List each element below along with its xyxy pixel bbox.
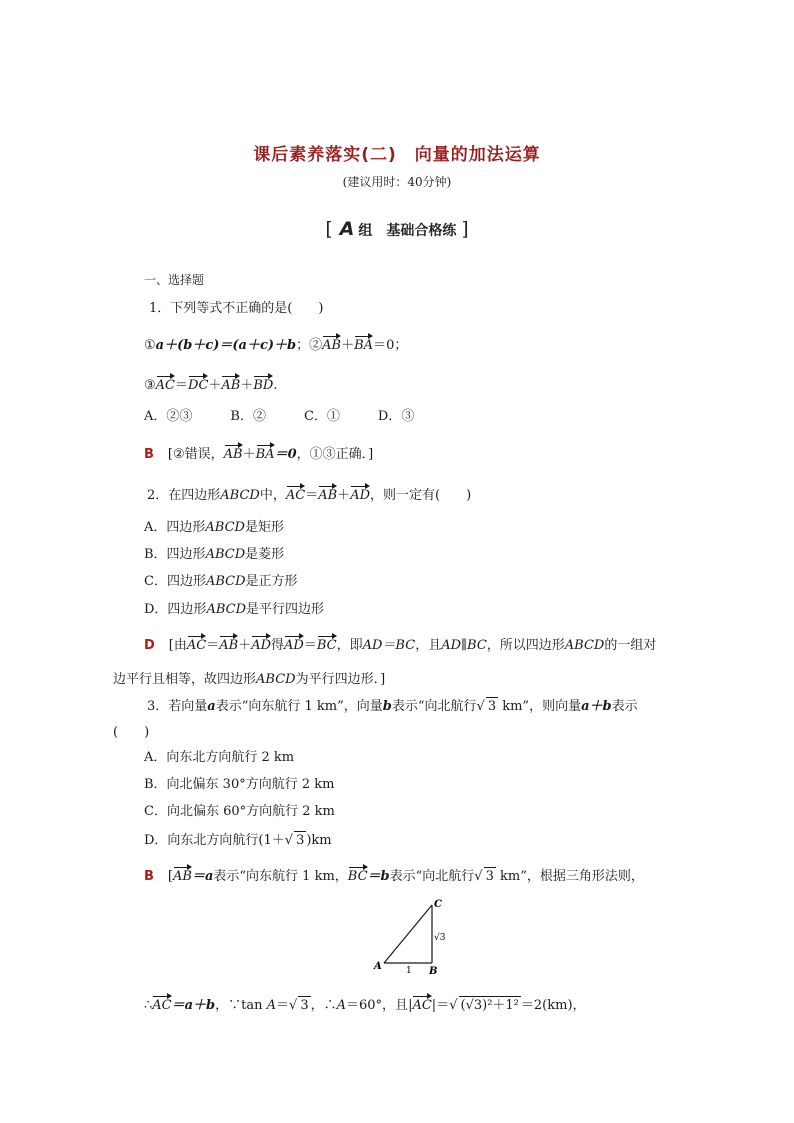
q1-stem: 1．下列等式不正确的是( ) bbox=[149, 301, 324, 316]
q3-stem: 3．若向量a表示“向东航行 1 km”，向量b表示“向北航行√ 3 km”，则向量a＋b表示 bbox=[147, 699, 638, 714]
q3-answer: B bbox=[144, 869, 154, 884]
q3-conclusion: ∴AC＝a＋b，∵tan A＝√ 3 ，∴A＝60°，且|AC|＝√ (√3)²＋1² ＝2(km)， bbox=[144, 994, 586, 1015]
q2-answer: D bbox=[144, 638, 155, 653]
q2-option-c: C．四边形ABCD是正方形 bbox=[144, 574, 298, 589]
label-a: A bbox=[374, 961, 382, 972]
label-b: B bbox=[429, 966, 438, 977]
q1-statement-1: ①a＋(b＋c)＝(a＋c)＋b；②AB＋BA＝0； bbox=[144, 334, 407, 355]
q2-option-b: B．四边形ABCD是菱形 bbox=[144, 547, 285, 562]
q1-option-d: D．③ bbox=[377, 409, 415, 424]
q1-statement-3: ③AC＝DC＋AB＋BD. bbox=[144, 374, 278, 395]
q2-option-a: A．四边形ABCD是矩形 bbox=[144, 520, 284, 535]
q1-option-a: A．②③ bbox=[144, 409, 193, 424]
q1-options bbox=[144, 408, 452, 426]
q3-stem-line2: ( ) bbox=[113, 725, 150, 740]
label-c: C bbox=[434, 899, 442, 910]
q3-option-c: C．向北偏东 60°方向航行 2 km bbox=[144, 804, 335, 819]
group-heading: [ A 组 基础合格练 ] bbox=[325, 218, 469, 240]
q2-explanation: D [由AC＝AB＋AD得AD＝BC，即AD＝BC，且AD∥BC，所以四边形ABCD的一组对 bbox=[144, 634, 656, 655]
q2-stem: 2．在四边形ABCD中，AC＝AB＋AD，则一定有( ) bbox=[147, 484, 471, 505]
q3-explanation: B [AB＝a表示“向东航行 1 km，BC＝b表示“向北航行√ 3 km”，根据三角形法则， bbox=[144, 865, 644, 886]
page-title: 课后素养落实(二) 向量的加法运算 bbox=[253, 145, 541, 165]
label-base: 1 bbox=[406, 966, 412, 976]
label-height: √3 bbox=[434, 933, 446, 943]
hypotenuse-ac bbox=[384, 905, 432, 963]
q2-explanation-line2: 边平行且相等，故四边形ABCD为平行四边形．] bbox=[113, 672, 386, 687]
q1-option-c: C．① bbox=[303, 409, 340, 424]
q1-answer: B bbox=[144, 447, 154, 462]
q1-explanation: B [②错误，AB＋BA＝0，①③正确．] bbox=[144, 443, 373, 464]
q3-option-d: D．向东北方向航行(1＋√ 3 )km bbox=[144, 833, 332, 848]
q3-option-b: B．向北偏东 30°方向航行 2 km bbox=[144, 777, 335, 792]
section-heading: 一、选择题 bbox=[144, 273, 205, 287]
q3-option-a: A．向东北方向航行 2 km bbox=[144, 750, 295, 765]
time-note: (建议用时：40分钟) bbox=[342, 175, 452, 189]
q2-option-d: D．四边形ABCD是平行四边形 bbox=[144, 602, 325, 617]
q1-option-b: B．② bbox=[230, 409, 266, 424]
group-letter: A bbox=[339, 218, 355, 240]
triangle-figure bbox=[372, 895, 452, 977]
